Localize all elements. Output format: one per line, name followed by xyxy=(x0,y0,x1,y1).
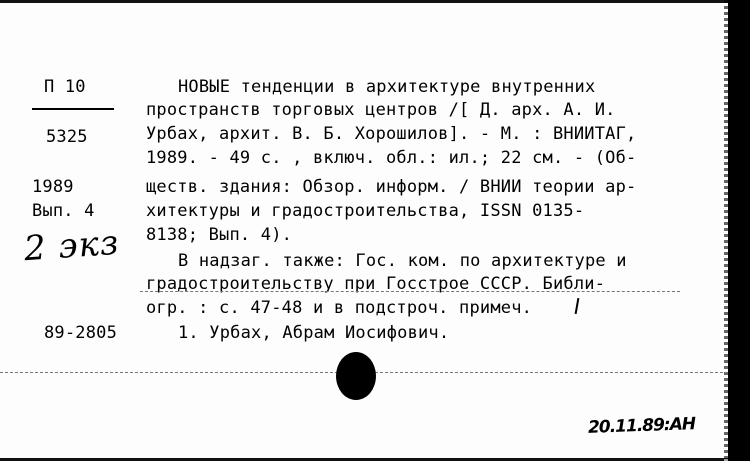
card-right-edge xyxy=(728,0,750,461)
date-stamp: 20.11.89:AH xyxy=(587,414,696,438)
card-punch-hole xyxy=(336,352,376,400)
handwritten-copies-note: 2 экз xyxy=(22,222,121,270)
description-line-4: 1989. - 49 с. , включ. обл.: ил.; 22 см. - (Об- xyxy=(146,148,637,168)
guide-line-upper xyxy=(140,291,680,292)
inventory-number: 5325 xyxy=(46,127,88,147)
pencil-tick-mark xyxy=(575,298,580,314)
description-line-5: ществ. здания: Обзор. информ. / ВНИИ теории ар- xyxy=(146,177,637,197)
shelf-mark-rule xyxy=(32,108,114,110)
record-number: 89-2805 xyxy=(44,323,118,343)
description-line-7: 8138; Вып. 4). xyxy=(146,225,293,245)
card-top-edge xyxy=(0,0,750,3)
issue-number: Вып. 4 xyxy=(32,201,95,221)
description-line-1: НОВЫЕ тенденции в архитектуре внутренних xyxy=(178,77,596,97)
note-line-3: огр. : с. 47-48 и в подстроч. примеч. xyxy=(146,298,533,318)
description-line-2: пространств торговых центров /[ Д. арх. А. И. xyxy=(146,100,616,120)
description-line-3: Урбах, архит. В. Б. Хорошилов]. - М. : ВНИИТАГ, xyxy=(146,124,637,144)
shelf-mark: П 10 xyxy=(44,77,86,97)
publication-year: 1989 xyxy=(32,177,74,197)
note-line-1: В надзаг. также: Гос. ком. по архитектуре и xyxy=(178,251,627,271)
tracing-entry: 1. Урбах, Абрам Иосифович. xyxy=(178,323,450,343)
note-line-2: градостроительству при Госстрое СССР. Библи- xyxy=(146,274,606,294)
description-line-6: хитектуры и градостроительства, ISSN 0135- xyxy=(146,201,585,221)
